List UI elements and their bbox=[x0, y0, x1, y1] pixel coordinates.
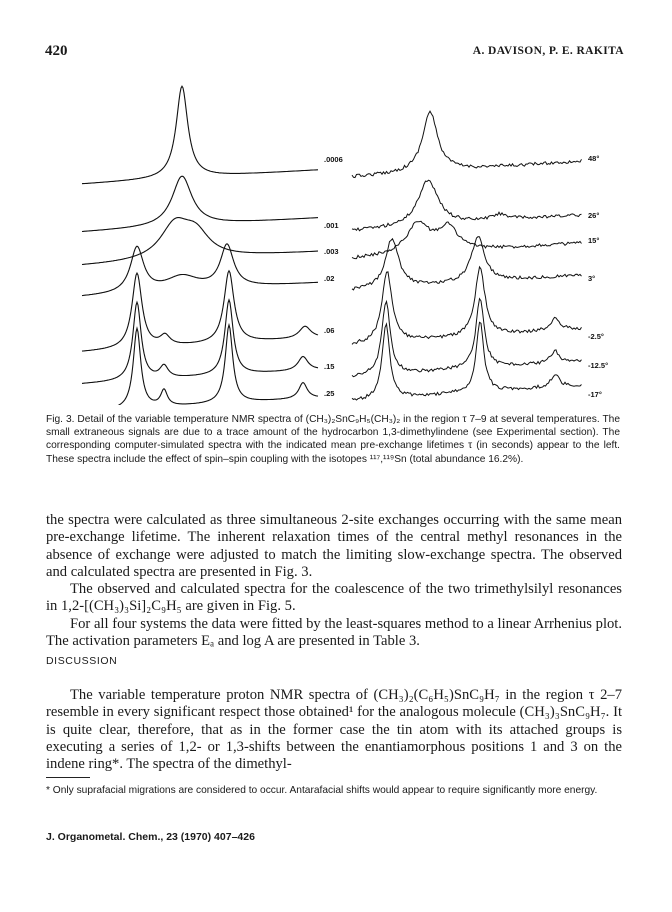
journal-reference: J. Organometal. Chem., 23 (1970) 407–426 bbox=[46, 831, 255, 843]
temperature-label: -2.5° bbox=[588, 332, 604, 341]
simulated-spectrum-trace bbox=[82, 86, 318, 184]
observed-spectrum-trace bbox=[352, 180, 582, 231]
nmr-spectra-figure bbox=[0, 0, 672, 405]
simulated-spectrum-trace bbox=[82, 271, 318, 351]
observed-spectrum-trace bbox=[352, 322, 582, 400]
body-text-1b: The observed and calculated spectra for the coalescence of the two trimethylsilyl resonances in 1,2-[(CH₃)₃Si]₂C₉H₅ are given in Fig. 5. bbox=[46, 581, 622, 615]
observed-spectrum-trace bbox=[352, 267, 582, 345]
observed-spectrum-trace bbox=[352, 237, 582, 290]
temperature-label: 3° bbox=[588, 274, 596, 283]
lifetime-labels bbox=[324, 155, 343, 398]
simulated-spectrum-trace bbox=[82, 176, 318, 231]
observed-spectrum-trace bbox=[352, 111, 582, 177]
temperature-label: 48° bbox=[588, 154, 600, 163]
simulated-spectrum-trace bbox=[82, 244, 318, 296]
lifetime-label: .15 bbox=[324, 362, 335, 371]
temperature-label: -12.5° bbox=[588, 361, 609, 370]
footnote: * Only suprafacial migrations are considered to occur. Antarafacial shifts would appear to require significantly more energy. bbox=[46, 785, 598, 796]
lifetime-label: .001 bbox=[324, 221, 339, 230]
temperature-label: 15° bbox=[588, 236, 600, 245]
lifetime-label: .0006 bbox=[324, 155, 343, 164]
observed-spectrum-trace bbox=[352, 299, 582, 377]
simulated-spectrum-trace bbox=[82, 325, 318, 405]
lifetime-label: .25 bbox=[324, 389, 335, 398]
body-text-1c: For all four systems the data were fitted by the least-squares method to a linear Arrhenius plot. The activation parameters Eₐ and log A are presented in Table 3. bbox=[46, 615, 622, 650]
observed-spectra-column bbox=[352, 111, 582, 400]
temperature-labels bbox=[588, 154, 608, 399]
page-number: 420 bbox=[45, 43, 68, 59]
body-paragraph-2 bbox=[46, 687, 622, 773]
body-paragraph-1 bbox=[46, 512, 622, 650]
lifetime-label: .003 bbox=[324, 247, 339, 256]
running-head: A. DAVISON, P. E. RAKITA bbox=[472, 45, 624, 57]
lifetime-label: .02 bbox=[324, 274, 335, 283]
lifetime-label: .06 bbox=[324, 326, 335, 335]
figure-caption: Fig. 3. Detail of the variable temperature NMR spectra of (CH₃)₂SnC₉H₅(CH₃)₂ in the region τ 7–9 at several temperatures. The small extraneous signals are due to a trace amount of the hydrocarbon 1,3-dimethylindene (see Experimental section). The corresponding computer-simulated spectra with the indicated mean pre-exchange lifetimes τ (in seconds) appear to the left. These spectra include the effect of spin–spin coupling with the isotopes ¹¹⁷,¹¹⁹Sn (total abundance 16.2%). bbox=[46, 414, 620, 465]
footnote-rule bbox=[46, 777, 90, 778]
body-text-1a: the spectra were calculated as three simultaneous 2-site exchanges occurring with the same mean pre-exchange lifetime. The inherent relaxation times of the central methyl resonances in the absence of exchange were adjusted to match the limiting slow-exchange spectra. The observed and calculated spectra are presented in Fig. 3. bbox=[46, 512, 622, 580]
section-heading: DISCUSSION bbox=[46, 655, 118, 667]
body-text-2: The variable temperature proton NMR spectra of (CH₃)₂(C₆H₅)SnC₉H₇ in the region τ 2–7 resemble in every significant respect those obtained¹ for the analogous molecule (CH₃)₃SnC₉H₇. It is quite clear, therefore, that as in the former case the tin atom with its attached groups is executing a series of 1,2- or 1,3-shifts between the enantiamorphous positions 1 and 3 on the indene ring*. The spectra of the dimethyl- bbox=[46, 687, 622, 773]
simulated-spectra-column bbox=[82, 86, 318, 405]
temperature-label: -17° bbox=[588, 390, 602, 399]
temperature-label: 26° bbox=[588, 211, 600, 220]
simulated-spectrum-trace bbox=[82, 218, 318, 265]
